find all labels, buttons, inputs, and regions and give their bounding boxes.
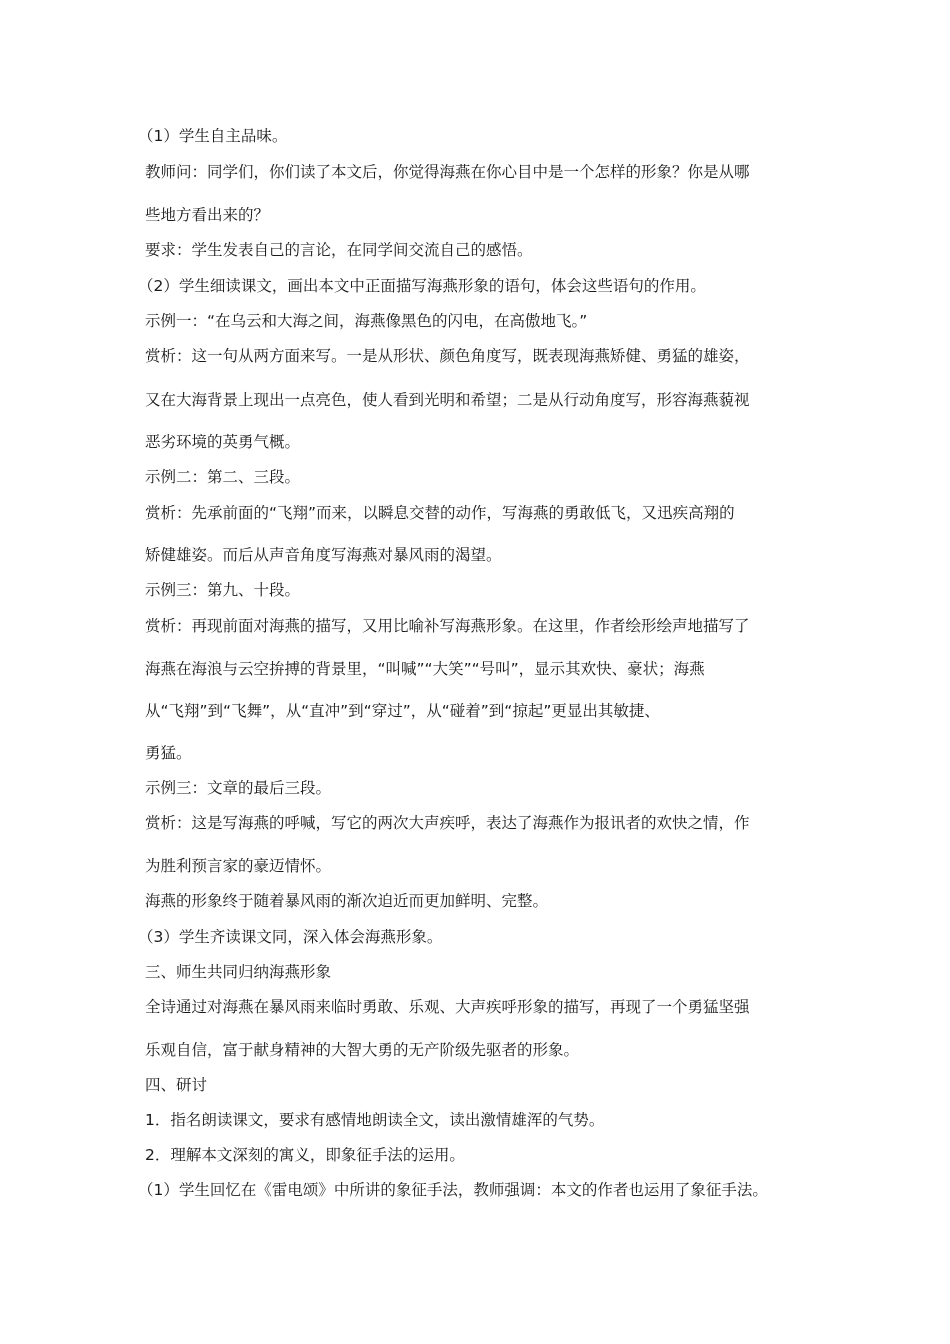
text-line: （2）学生细读课文，画出本文中正面描写海燕形象的语句，体会这些语句的作用。 — [138, 277, 706, 295]
text-line: 从“飞翔”到“飞舞”，从“直冲”到“穿过”，从“碰着”到“掠起”更显出其敏捷、 — [145, 702, 660, 720]
text-line: （1）学生自主品味。 — [138, 127, 288, 145]
text-line: （3）学生齐读课文同，深入体会海燕形象。 — [138, 928, 443, 946]
text-line: 赏析：先承前面的“飞翔”而来，以瞬息交替的动作，写海燕的勇敢低飞，又迅疾高翔的 — [145, 504, 735, 522]
text-line: 四、研讨 — [145, 1076, 208, 1094]
text-line: 乐观自信，富于献身精神的大智大勇的无产阶级先驱者的形象。 — [145, 1041, 580, 1059]
text-line: 矫健雄姿。而后从声音角度写海燕对暴风雨的渴望。 — [145, 546, 502, 564]
text-line: 恶劣环境的英勇气概。 — [145, 433, 301, 451]
text-line: 全诗通过对海燕在暴风雨来临时勇敢、乐观、大声疾呼形象的描写，再现了一个勇猛坚强 — [145, 998, 750, 1016]
text-line: 示例三：文章的最后三段。 — [145, 779, 332, 797]
text-line: 示例一：“在乌云和大海之间，海燕像黑色的闪电，在高傲地飞。” — [145, 312, 588, 330]
text-line: 海燕的形象终于随着暴风雨的渐次迫近而更加鲜明、完整。 — [145, 892, 549, 910]
text-line: 示例三：第九、十段。 — [145, 581, 301, 599]
text-line: 勇猛。 — [145, 744, 192, 762]
text-line: （1）学生回忆在《雷电颂》中所讲的象征手法，教师强调：本文的作者也运用了象征手法。 — [138, 1181, 768, 1199]
text-line: 1．指名朗读课文，要求有感情地朗读全文，读出激情雄浑的气势。 — [145, 1111, 605, 1129]
text-line: 赏析：这一句从两方面来写。一是从形状、颜色角度写，既表现海燕矫健、勇猛的雄姿， — [145, 347, 750, 365]
text-line: 为胜利预言家的豪迈情怀。 — [145, 857, 332, 875]
text-line: 示例二：第二、三段。 — [145, 468, 301, 486]
text-line: 三、师生共同归纳海燕形象 — [145, 963, 332, 981]
text-line: 2．理解本文深刻的寓义，即象征手法的运用。 — [145, 1146, 465, 1164]
text-line: 教师问：同学们，你们读了本文后，你觉得海燕在你心目中是一个怎样的形象？你是从哪 — [145, 163, 750, 181]
text-line: 赏析：再现前面对海燕的描写，又用比喻补写海燕形象。在这里，作者绘形绘声地描写了 — [145, 617, 750, 635]
text-line: 赏析：这是写海燕的呼喊，写它的两次大声疾呼，表达了海燕作为报讯者的欢快之情，作 — [145, 814, 750, 832]
text-line: 要求：学生发表自己的言论，在同学间交流自己的感悟。 — [145, 241, 533, 259]
text-line: 海燕在海浪与云空拚搏的背景里，“叫喊”“大笑”“号叫”，显示其欢快、豪状；海燕 — [145, 660, 705, 678]
text-line: 又在大海背景上现出一点亮色，使人看到光明和希望；二是从行动角度写，形容海燕藐视 — [145, 391, 750, 409]
text-line: 些地方看出来的？ — [145, 206, 270, 224]
